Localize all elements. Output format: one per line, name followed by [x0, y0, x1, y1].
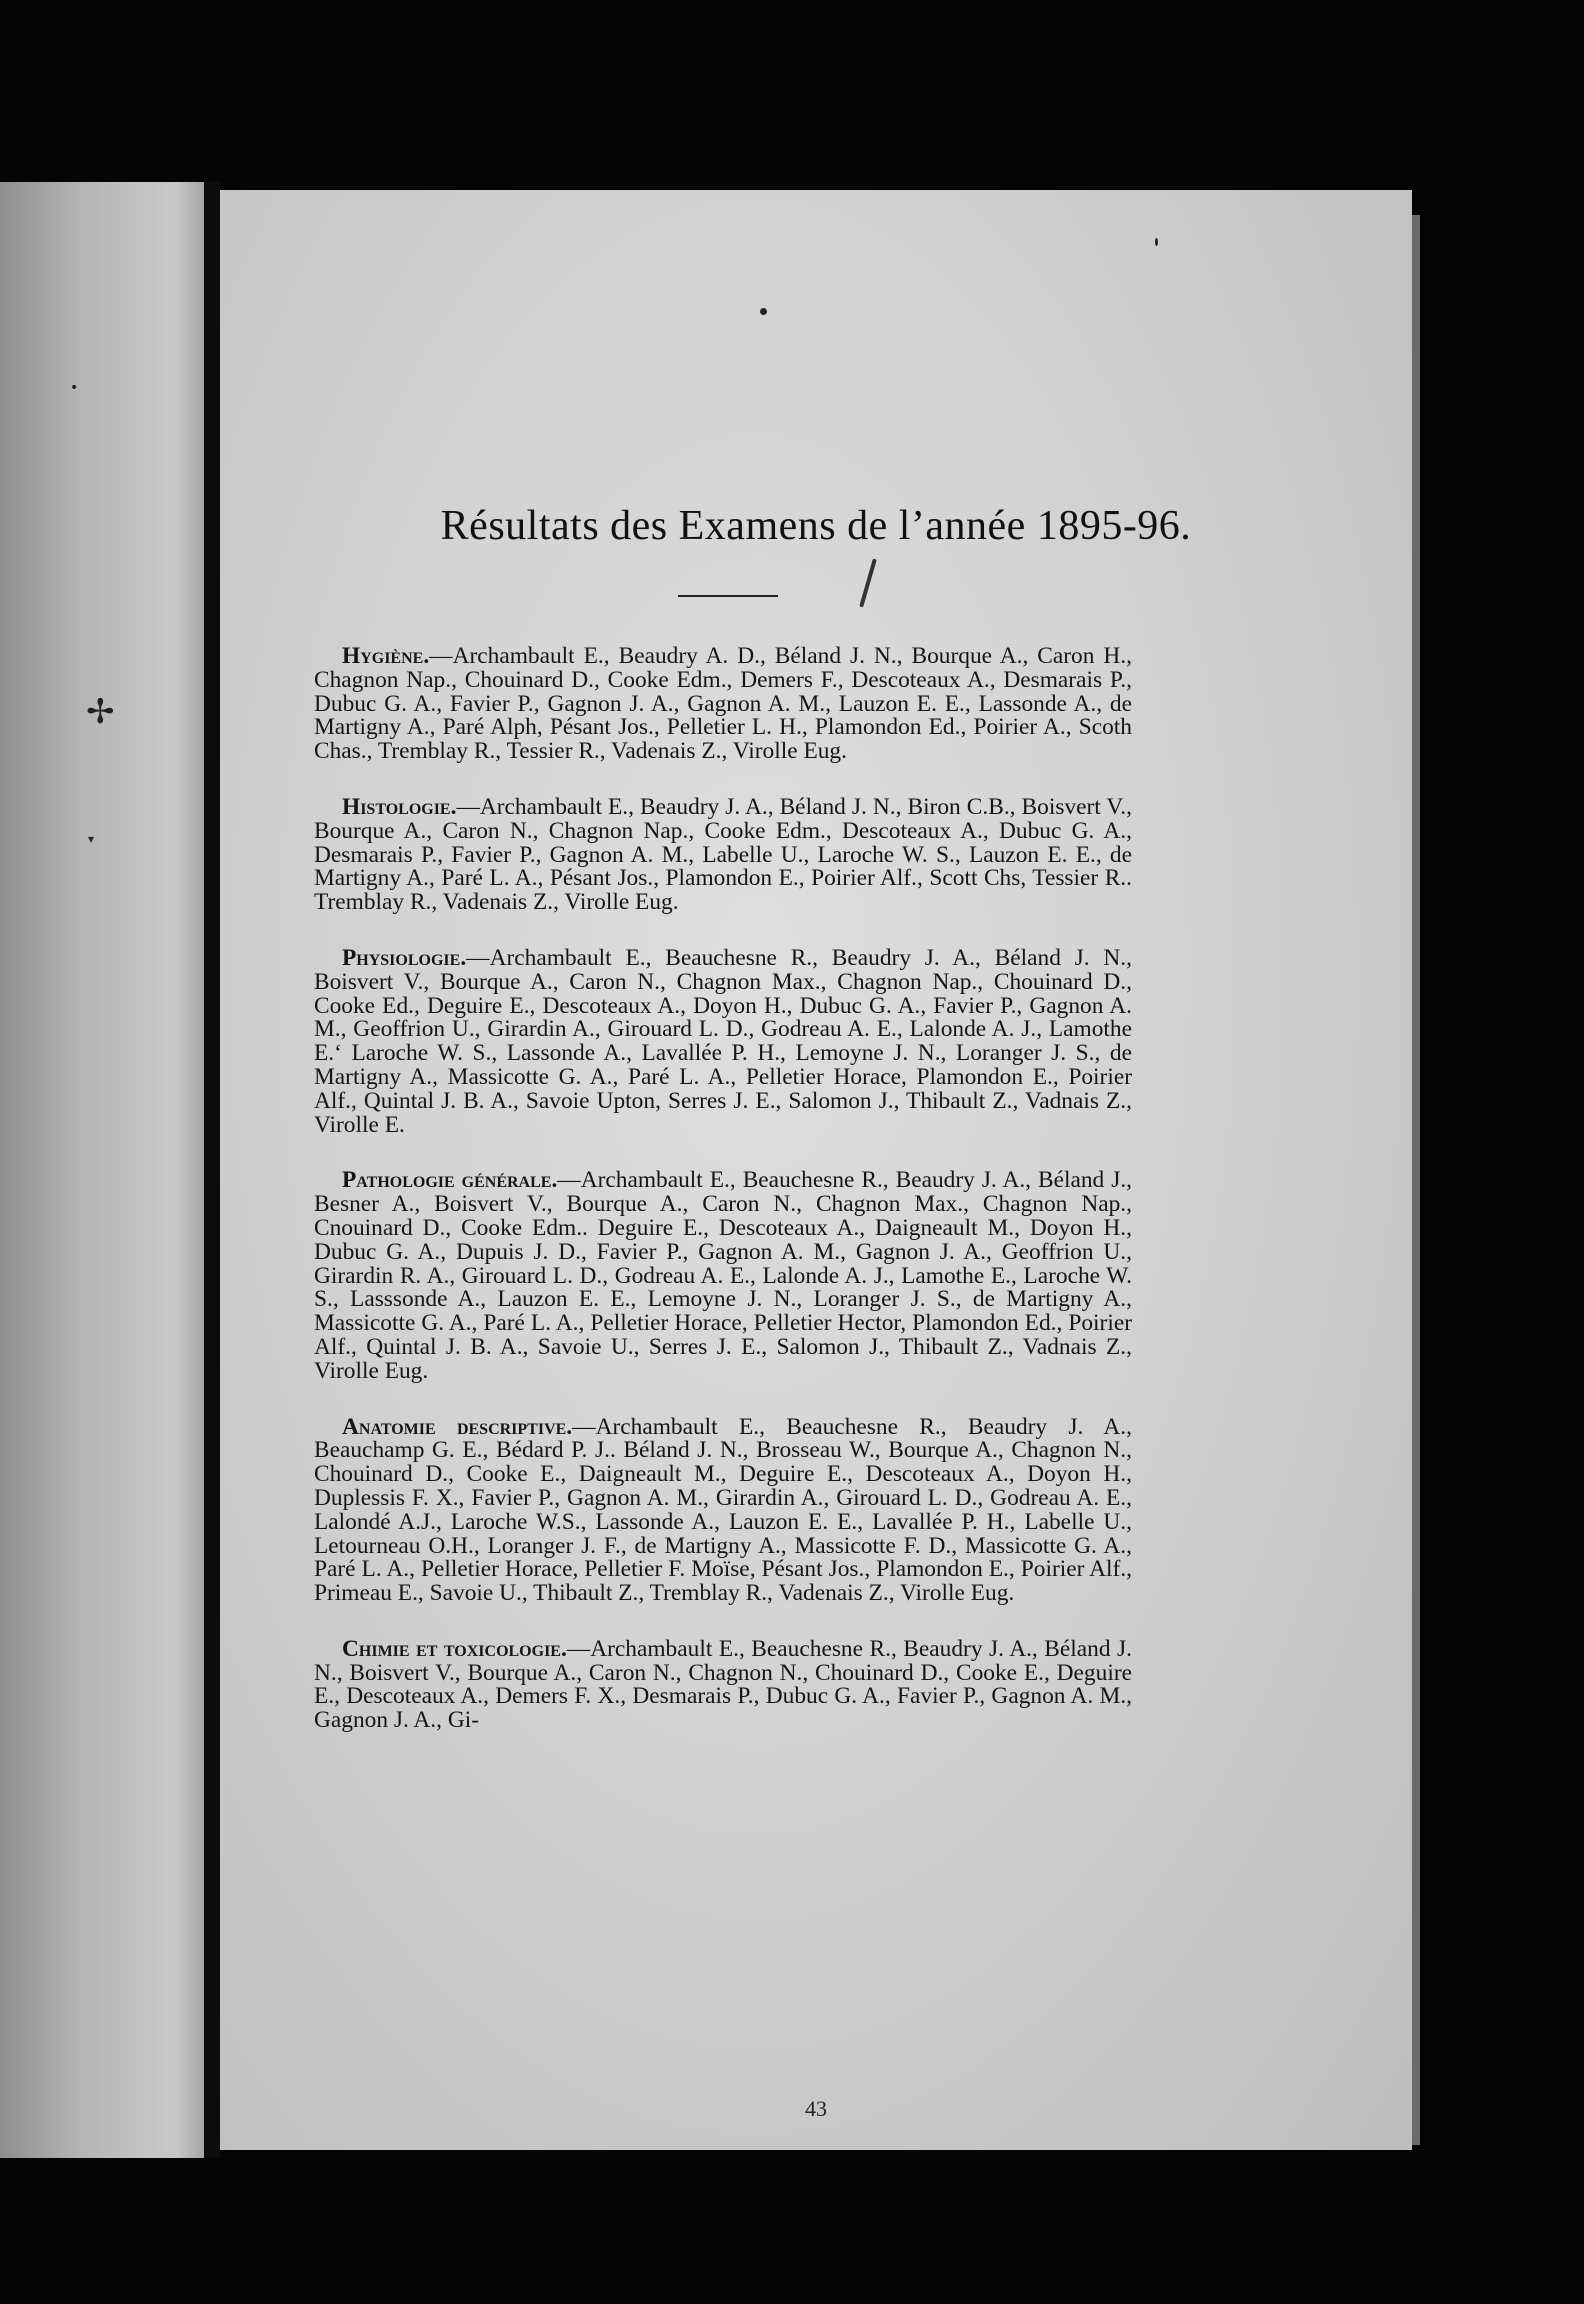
- section-hygiene: [314, 645, 1132, 764]
- section-names: —Archambault E., Beauchesne R., Beaudry J. A., Béland J., Besner A., Boisvert V., Bourque A., Caron N., Chagnon Max., Chagnon Nap., Cnouinard D., Cooke Edm.. Deguire E., Descoteaux A., Daigneault M., Doyon H., Dubuc G. A., Dupuis J. D., Favier P., Gagnon A. M., Gagnon J. A., Geoffrion U., Girardin R. A., Girouard L. D., Godreau A. E., Lalonde A. J., Lamothe E., Laroche W. S., Lasssonde A., Lauzon E. E., Lemoyne J. N., Loranger J. S., de Martigny A., Massicotte G. A., Paré L. A., Pelletier Horace, Pelletier Hector, Plamondon Ed., Poirier Alf., Quintal J. B. A., Savoie U., Serres J. E., Salomon J., Thibault Z., Vadnais Z., Virolle Eug.: [314, 1167, 1133, 1384]
- page-title: Résultats des Examens de l’année 1895-96.: [440, 503, 1192, 549]
- speck: [760, 308, 767, 315]
- section-heading: Histologie.: [342, 793, 457, 820]
- section-names: —Archambault E., Beauchesne R., Beaudry J. A., Béland J. N., Boisvert V., Bourque A., Caron N., Chagnon N., Chouinard D., Cooke E., Deguire E., Descoteaux A., Demers F. X., Desmarais P., Dubuc G. A., Favier P., Gagnon A. M., Gagnon J. A., Gi-: [314, 1635, 1132, 1734]
- section-names: —Archambault E., Beauchesne R., Beaudry J. A., Beauchamp G. E., Bédard P. J.. Béland J. N., Brosseau W., Bourque A., Chagnon N., Chouinard D., Cooke E., Daigneault M., Deguire E., Descoteaux A., Doyon H., Duplessis F. X., Favier P., Gagnon A. M., Girardin A., Girouard L. D., Godreau A. E., Lalondé A.J., Laroche W.S., Lassonde A., Lauzon E. E., Lavallée P. H., Labelle U., Letourneau O.H., Loranger J. F., de Martigny A., Massicotte F. D., Massicotte G. A., Paré L. A., Pelletier Horace, Pelletier F. Moïse, Pésant Jos., Plamondon E., Poirier Alf., Primeau E., Savoie U., Thibault Z., Tremblay R., Vadenais Z., Virolle Eug.: [314, 1413, 1132, 1607]
- section-heading: Anatomie descriptive.: [342, 1413, 573, 1440]
- left-page-edge: [0, 182, 204, 2158]
- section-histologie: [314, 793, 1132, 916]
- page-number: 43: [805, 2096, 827, 2121]
- speck: ▾: [88, 832, 95, 846]
- section-heading: Chimie et toxicologie.: [342, 1635, 567, 1662]
- section-names: —Archambault E., Beaudry J. A., Béland J. N., Biron C.B., Boisvert V., Bourque A., Caron N., Chagnon Nap., Cooke Edm., Descoteaux A., Dubuc G. A., Desmarais P., Favier P., Gagnon A. M., Labelle U., Laroche W. S., Lauzon E. E., de Martigny A., Paré L. A., Pésant Jos., Plamondon E., Poirier Alf., Scott Chs, Tessier R.. Tremblay R., Vadenais Z., Virolle Eug.: [314, 793, 1132, 916]
- section-heading: Hygiène.: [342, 643, 430, 669]
- section-physiologie: [314, 944, 1132, 1138]
- pencil-mark: [859, 558, 877, 607]
- section-heading: Pathologie générale.: [342, 1167, 558, 1194]
- section-chimie-toxicologie: [314, 1635, 1132, 1734]
- right-page-edge: [1412, 215, 1420, 2145]
- section-pathologie-generale: [314, 1169, 1132, 1383]
- results-text: [314, 645, 1132, 1765]
- section-names: —Archambault E., Beauchesne R., Beaudry J. A., Béland J. N., Boisvert V., Bourque A., Caron N., Chagnon Max., Chagnon Nap., Chouinard D., Cooke Ed., Deguire E., Descoteaux A., Doyon H., Dubuc G. A., Favier P., Gagnon A. M., Geoffrion U., Girardin A., Girouard L. D., Godreau A. E., Lalonde A. J., Lamothe E.‘ Laroche W. S., Lassonde A., Lavallée P. H., Lemoyne J. N., Loranger J. S., de Martigny A., Massicotte G. A., Paré L. A., Pelletier Horace, Plamondon E., Poirier Alf., Quintal J. B. A., Savoie Upton, Serres J. E., Salomon J., Thibault Z., Vadnais Z., Virolle E.: [314, 944, 1132, 1138]
- insect-mark: ✢: [86, 692, 115, 732]
- section-heading: Physiologie.: [342, 944, 467, 971]
- speck: [1155, 238, 1158, 246]
- book-gutter: [204, 182, 220, 2158]
- title-rule: [678, 595, 778, 597]
- section-anatomie-descriptive: [314, 1413, 1132, 1607]
- speck: •: [70, 380, 79, 396]
- book-page: [220, 190, 1412, 2150]
- section-names: —Archambault E., Beaudry A. D., Béland J. N., Bourque A., Caron H., Chagnon Nap., Chouinard D., Cooke Edm., Demers F., Descoteaux A., Desmarais P., Dubuc G. A., Favier P., Gagnon J. A., Gagnon A. M., Lauzon E. E., Lassonde A., de Martigny A., Paré Alph, Pésant Jos., Pelletier L. H., Plamondon Ed., Poirier A., Scoth Chas., Tremblay R., Tessier R., Vadenais Z., Virolle Eug.: [314, 643, 1132, 765]
